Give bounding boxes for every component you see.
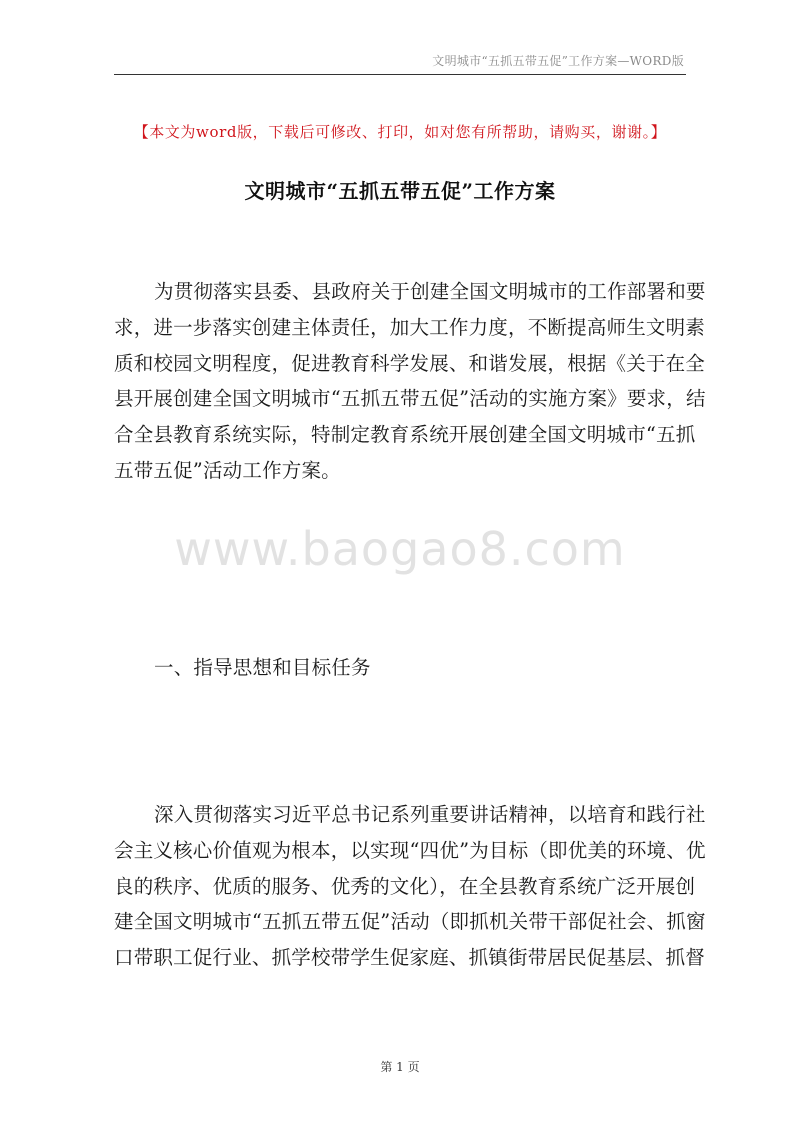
section-heading-1: 一、指导思想和目标任务 [154,656,371,679]
paragraph-line: 会主义核心价值观为根本，以实现“四优”为目标（即优美的环境、优 [114,838,706,862]
paragraph-line: 口带职工促行业、抓学校带学生促家庭、抓镇街带居民促基层、抓督 [114,946,706,970]
paragraph-line: 五带五促”活动工作方案。 [114,458,341,482]
watermark: www.baogao8.com [174,522,626,576]
paragraph-line: 良的秩序、优质的服务、优秀的文化），在全县教育系统广泛开展创 [114,874,696,898]
document-title: 文明城市“五抓五带五促”工作方案 [244,179,556,203]
paragraph-line: 求，进一步落实创建主体责任，加大工作力度，不断提高师生文明素 [114,315,706,339]
header-divider [114,74,686,75]
page-number: 第 1 页 [380,1060,420,1074]
running-header: 文明城市“五抓五带五促”工作方案—WORD版 [432,54,684,68]
purchase-notice: 【本文为word版，下载后可修改、打印，如对您有所帮助，请购买，谢谢。】 [133,123,667,141]
paragraph-line: 为贯彻落实县委、县政府关于创建全国文明城市的工作部署和要 [154,280,706,303]
paragraph-line: 县开展创建全国文明城市“五抓五带五促”活动的实施方案》要求，结 [114,387,706,411]
paragraph-line: 深入贯彻落实习近平总书记系列重要讲话精神，以培育和践行社 [154,803,706,826]
guiding-paragraph [114,797,706,976]
paragraph-line: 质和校园文明程度，促进教育科学发展、和谐发展，根据《关于在全 [114,351,706,375]
paragraph-line: 建全国文明城市“五抓五带五促”活动（即抓机关带干部促社会、抓窗 [114,910,706,934]
paragraph-line: 合全县教育系统实际，特制定教育系统开展创建全国文明城市“五抓 [114,423,696,447]
intro-paragraph [114,274,706,489]
